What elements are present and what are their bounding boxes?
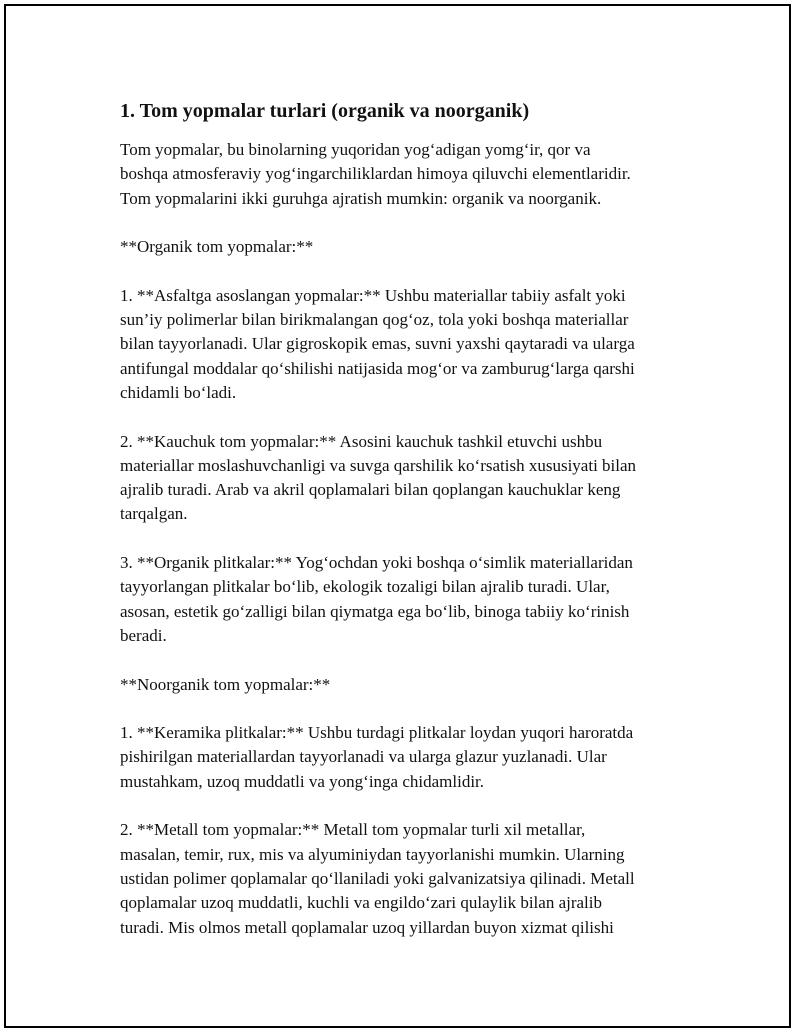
organic-item-rubber: 2. **Kauchuk tom yopmalar:** Asosini kauchuk tashkil etuvchi ushbu materiallar moslashuvchanligi va suvga qarshilik ko‘rsatish xususiyati bilan ajralib turadi. Arab va akril qoplamalari bilan qoplangan kauchuklar keng tarqalgan. xyxy=(120,431,637,524)
inorganic-item-metal: 2. **Metall tom yopmalar:** Metall tom yopmalar turli xil metallar, masalan, temir, rux, mis va alyuminiydan tayyorlanishi mumkin. Ularning ustidan polimer qoplamalar qo‘llaniladi yoki galvanizatsiya qilinadi. Metall qoplamalar uzoq muddatli, kuchli va engildo‘zari qulaylik bilan ajralib turadi. Mis olmos metall qoplamalar uzoq yillardan buyon xizmat qilishi xyxy=(120,820,635,937)
organic-item-asphalt: 1. **Asfaltga asoslangan yopmalar:** Ushbu materiallar tabiiy asfalt yoki sun’iy polimerlar bilan birikmalangan qog‘oz, tola yoki boshqa materiallar bilan tayyorlanadi. Ular gigroskopik emas, suvni yaxshi qaytaradi va ularga antifungal moddalar qo‘shilishi natijasida mog‘or va zamburug‘larga qarshi chidamli bo‘ladi. xyxy=(120,285,635,402)
organic-item-tiles: 3. **Organik plitkalar:** Yog‘ochdan yoki boshqa o‘simlik materiallaridan tayyorlangan plitkalar bo‘lib, ekologik tozaligi bilan ajralib turadi. Ular, asosan, estetik go‘zalligi bilan qiymatga ega bo‘lib, binoga tabiiy ko‘rinish beradi. xyxy=(120,553,633,645)
intro-paragraph: Tom yopmalar, bu binolarning yuqoridan yog‘adigan yomg‘ir, qor va boshqa atmosferaviy yog‘ingarchiliklardan himoya qiluvchi elementlaridir. Tom yopmalarini ikki guruhga ajratish mumkin: organik va noorganik. xyxy=(120,140,631,208)
organic-subheading: **Organik tom yopmalar:** xyxy=(120,237,314,257)
inorganic-subheading: **Noorganik tom yopmalar:** xyxy=(120,674,331,694)
section-heading: 1. Tom yopmalar turlari (organik va noorganik) xyxy=(120,100,530,122)
document-page xyxy=(4,4,791,1028)
inorganic-item-ceramic: 1. **Keramika plitkalar:** Ushbu turdagi plitkalar loydan yuqori haroratda pishirilgan materiallardan tayyorlanadi va ularga glazur yuzlanadi. Ular mustahkam, uzoq muddatli va yong‘inga chidamlidir. xyxy=(120,723,634,791)
document-body xyxy=(120,98,690,964)
